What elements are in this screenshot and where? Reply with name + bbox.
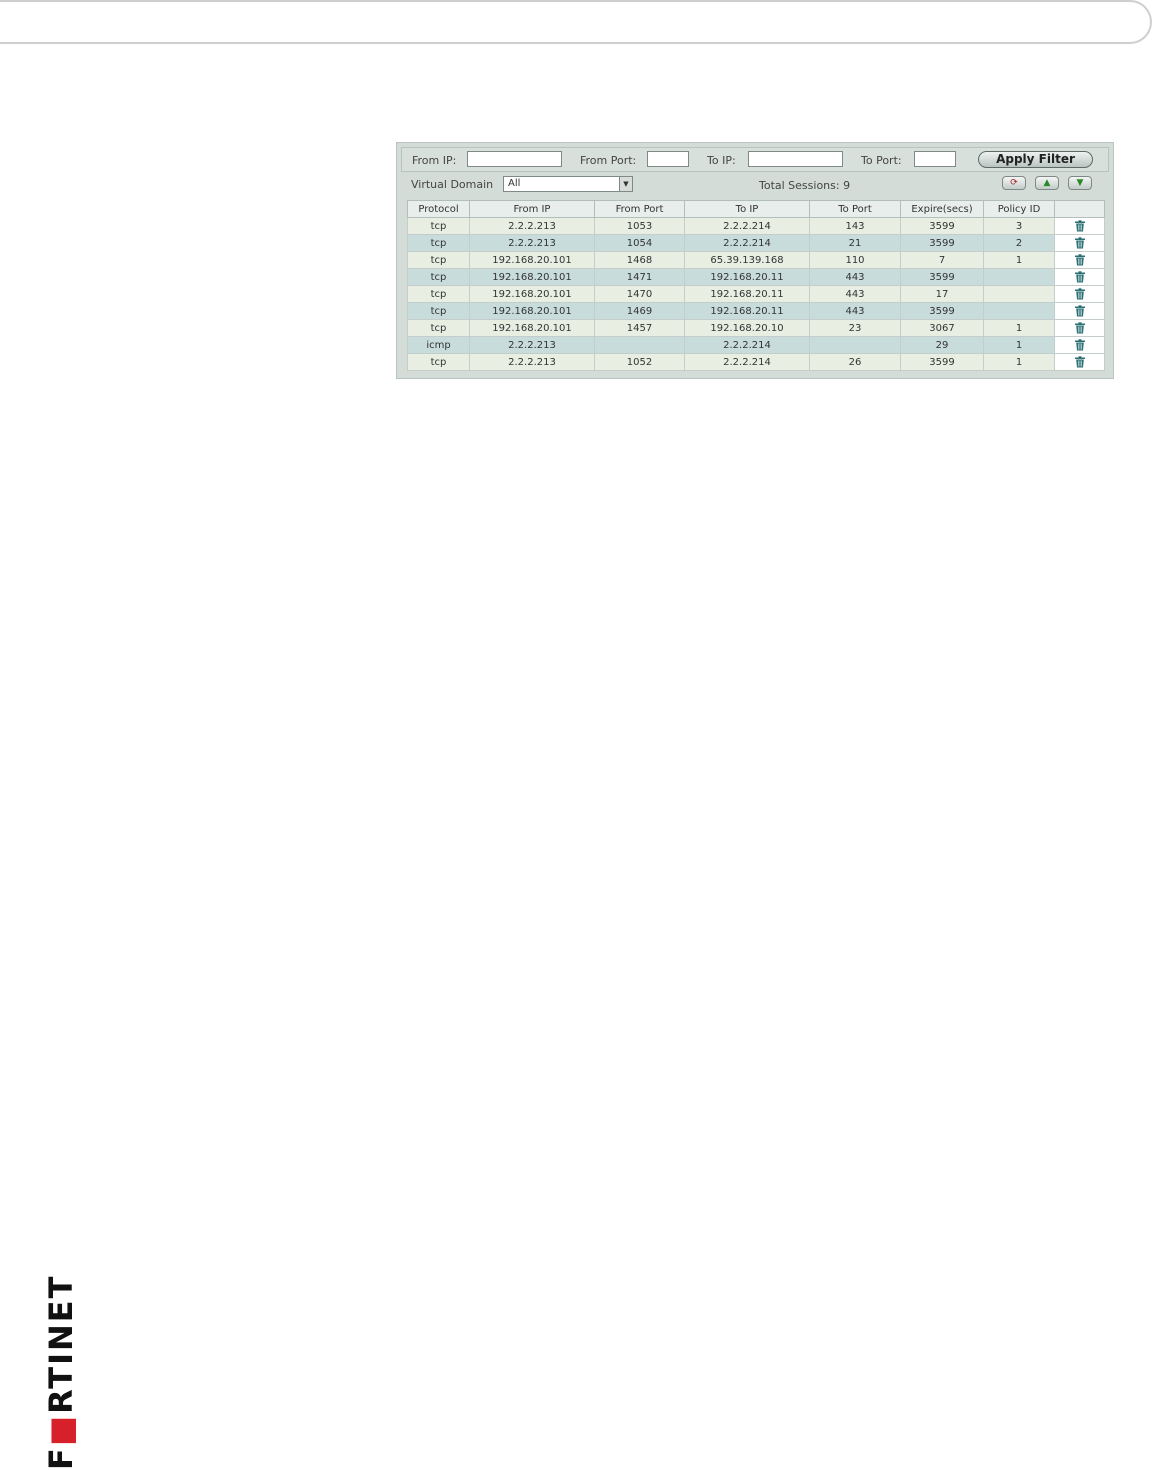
column-header: From Port — [595, 201, 685, 218]
table-cell: tcp — [408, 252, 470, 269]
table-cell: 443 — [810, 286, 901, 303]
table-cell: 7 — [901, 252, 984, 269]
table-cell: 29 — [901, 337, 984, 354]
fortinet-logo — [42, 1275, 80, 1470]
trash-icon[interactable] — [1055, 286, 1105, 303]
table-cell: 110 — [810, 252, 901, 269]
table-cell: 1470 — [595, 286, 685, 303]
trash-icon[interactable] — [1055, 320, 1105, 337]
page-header-bar — [0, 0, 1152, 44]
table-cell — [810, 337, 901, 354]
column-header: From IP — [470, 201, 595, 218]
table-row — [408, 218, 1105, 235]
table-cell: 3599 — [901, 235, 984, 252]
table-row — [408, 337, 1105, 354]
table-cell: 1469 — [595, 303, 685, 320]
table-cell: 3599 — [901, 303, 984, 320]
table-cell: 192.168.20.101 — [470, 252, 595, 269]
table-cell: 1 — [984, 337, 1055, 354]
filter-bar — [401, 147, 1109, 172]
table-cell: 192.168.20.11 — [685, 269, 810, 286]
table-cell: 1 — [984, 354, 1055, 371]
page-up-icon[interactable]: ▲ — [1035, 176, 1059, 190]
table-cell: 3 — [984, 218, 1055, 235]
table-cell: 2.2.2.214 — [685, 354, 810, 371]
table-cell: tcp — [408, 286, 470, 303]
column-header: Policy ID — [984, 201, 1055, 218]
table-cell: tcp — [408, 354, 470, 371]
table-cell: 192.168.20.101 — [470, 269, 595, 286]
virtual-domain-row — [401, 174, 1109, 195]
trash-icon[interactable] — [1055, 303, 1105, 320]
column-header: To Port — [810, 201, 901, 218]
table-cell: 65.39.139.168 — [685, 252, 810, 269]
column-header: Expire(secs) — [901, 201, 984, 218]
from-ip-input[interactable] — [467, 151, 562, 167]
table-cell: 3067 — [901, 320, 984, 337]
table-cell: 1468 — [595, 252, 685, 269]
table-cell: 3599 — [901, 354, 984, 371]
trash-icon[interactable] — [1055, 337, 1105, 354]
total-sessions-count: Total Sessions: 9 — [759, 179, 850, 192]
table-cell: tcp — [408, 218, 470, 235]
table-cell — [984, 286, 1055, 303]
logo-letters-tinet: TINET — [42, 1275, 80, 1389]
trash-icon[interactable] — [1055, 252, 1105, 269]
table-cell: tcp — [408, 320, 470, 337]
table-cell: 2.2.2.214 — [685, 337, 810, 354]
virtual-domain-selected: All — [508, 178, 520, 189]
table-cell: 2.2.2.214 — [685, 218, 810, 235]
table-row — [408, 303, 1105, 320]
page-down-icon[interactable]: ▼ — [1068, 176, 1092, 190]
table-cell: 3599 — [901, 218, 984, 235]
to-port-label: To Port: — [861, 154, 902, 167]
trash-icon[interactable] — [1055, 269, 1105, 286]
to-ip-input[interactable] — [748, 151, 843, 167]
table-cell — [595, 337, 685, 354]
table-cell: 192.168.20.11 — [685, 286, 810, 303]
table-cell: 3599 — [901, 269, 984, 286]
from-port-input[interactable] — [647, 151, 689, 167]
table-row — [408, 235, 1105, 252]
table-cell: 1471 — [595, 269, 685, 286]
table-cell: 2.2.2.213 — [470, 218, 595, 235]
table-cell: 443 — [810, 269, 901, 286]
logo-red-o-icon: ■ — [42, 1414, 80, 1446]
column-header — [1055, 201, 1105, 218]
from-ip-label: From IP: — [412, 154, 456, 167]
table-cell: 2 — [984, 235, 1055, 252]
virtual-domain-select[interactable] — [503, 176, 633, 192]
table-cell: 2.2.2.213 — [470, 354, 595, 371]
table-cell: 192.168.20.101 — [470, 320, 595, 337]
table-cell: tcp — [408, 269, 470, 286]
trash-icon[interactable] — [1055, 235, 1105, 252]
to-port-input[interactable] — [914, 151, 956, 167]
table-cell: 443 — [810, 303, 901, 320]
table-cell: 2.2.2.214 — [685, 235, 810, 252]
table-cell: tcp — [408, 235, 470, 252]
logo-letter-r: R — [42, 1389, 80, 1414]
table-cell: 192.168.20.10 — [685, 320, 810, 337]
trash-icon[interactable] — [1055, 218, 1105, 235]
table-cell: 17 — [901, 286, 984, 303]
table-cell: 192.168.20.101 — [470, 286, 595, 303]
table-cell: 143 — [810, 218, 901, 235]
table-row — [408, 354, 1105, 371]
table-row — [408, 320, 1105, 337]
table-cell: icmp — [408, 337, 470, 354]
table-cell: 192.168.20.11 — [685, 303, 810, 320]
refresh-icon[interactable]: ⟳ — [1002, 176, 1026, 190]
table-row — [408, 269, 1105, 286]
column-header: To IP — [685, 201, 810, 218]
from-port-label: From Port: — [580, 154, 636, 167]
table-cell — [984, 269, 1055, 286]
table-cell: 2.2.2.213 — [470, 337, 595, 354]
logo-letter-f: F — [42, 1446, 80, 1470]
table-cell — [984, 303, 1055, 320]
table-cell: 1053 — [595, 218, 685, 235]
to-ip-label: To IP: — [707, 154, 736, 167]
table-cell: 1054 — [595, 235, 685, 252]
session-table — [407, 200, 1105, 371]
table-cell: 1 — [984, 252, 1055, 269]
apply-filter-button[interactable]: Apply Filter — [978, 151, 1093, 168]
trash-icon[interactable] — [1055, 354, 1105, 371]
table-row — [408, 252, 1105, 269]
table-cell: 192.168.20.101 — [470, 303, 595, 320]
table-header-row — [408, 201, 1105, 218]
session-list-panel — [396, 142, 1114, 379]
table-cell: tcp — [408, 303, 470, 320]
table-cell: 2.2.2.213 — [470, 235, 595, 252]
table-cell: 26 — [810, 354, 901, 371]
table-cell: 1 — [984, 320, 1055, 337]
table-cell: 21 — [810, 235, 901, 252]
column-header: Protocol — [408, 201, 470, 218]
table-cell: 1457 — [595, 320, 685, 337]
virtual-domain-label: Virtual Domain — [411, 178, 493, 191]
chevron-down-icon[interactable]: ▼ — [619, 177, 632, 191]
table-cell: 23 — [810, 320, 901, 337]
table-row — [408, 286, 1105, 303]
table-cell: 1052 — [595, 354, 685, 371]
